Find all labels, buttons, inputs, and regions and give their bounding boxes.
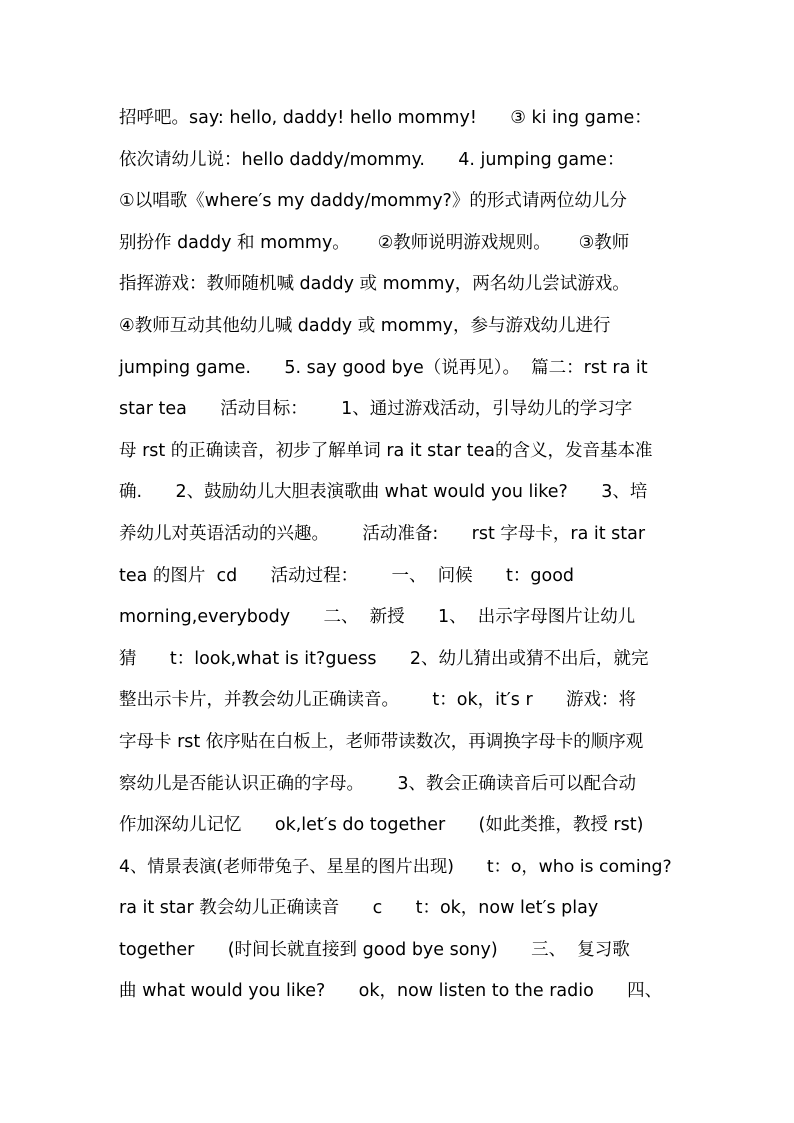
text-line: 察幼儿是否能认识正确的字母。 3、教会正确读音后可以配合动	[119, 773, 637, 794]
text-line: 曲 what would you like? ok，now listen to the radio 四、	[119, 981, 663, 1002]
text-line: 4、情景表演(老师带兔子、星星的图片出现) t：o，who is coming?	[119, 856, 672, 877]
text-line: 作加深幼儿记忆 ok,let′s do together (如此类推，教授 rst)	[119, 815, 644, 836]
text-line: 字母卡 rst 依序贴在白板上，老师带读数次，再调换字母卡的顺序观	[119, 731, 644, 752]
text-line: 母 rst 的正确读音，初步了解单词 ra it star tea的含义，发音基本准	[119, 440, 653, 461]
text-line: 养幼儿对英语活动的兴趣。 活动准备: rst 字母卡，ra it star	[119, 523, 646, 544]
text-line: tea 的图片 cd 活动过程： 一、 问候 t：good	[119, 565, 575, 586]
text-line: ra it star 教会幼儿正确读音 c t：ok，now let′s play	[119, 898, 599, 919]
text-line: 指挥游戏：教师随机喊 daddy 或 mommy，两名幼儿尝试游戏。	[119, 274, 630, 295]
text-line: 猜 t：look,what is it?guess 2、幼儿猜出或猜不出后，就完	[119, 648, 649, 669]
text-line: morning,everybody 二、 新授 1、 出示字母图片让幼儿	[119, 607, 636, 628]
text-line: 确. 2、鼓励幼儿大胆表演歌曲 what would you like? 3、培	[119, 482, 648, 503]
text-line: ④教师互动其他幼儿喊 daddy 或 mommy，参与游戏幼儿进行	[119, 315, 611, 336]
text-line: 依次请幼儿说：hello daddy/mommy. 4. jumping game：	[119, 149, 625, 170]
text-line: together (时间长就直接到 good bye sony) 三、 复习歌	[119, 939, 630, 960]
text-line: 整出示卡片，并教会幼儿正确读音。 t：ok，it′s r 游戏：将	[119, 690, 637, 711]
text-line: star tea 活动目标： 1、通过游戏活动，引导幼儿的学习字	[119, 399, 633, 420]
text-line: 招呼吧。say: hello, daddy! hello mommy! ③ ki ing game：	[119, 108, 652, 128]
body-text	[119, 98, 679, 1013]
text-line: jumping game. 5. say good bye（说再见）。 篇二：rst ra it	[119, 357, 648, 378]
text-line: ①以唱歌《where′s my daddy/mommy?》的形式请两位幼儿分	[119, 191, 627, 212]
text-line: 别扮作 daddy 和 mommy。 ②教师说明游戏规则。 ③教师	[119, 232, 630, 253]
